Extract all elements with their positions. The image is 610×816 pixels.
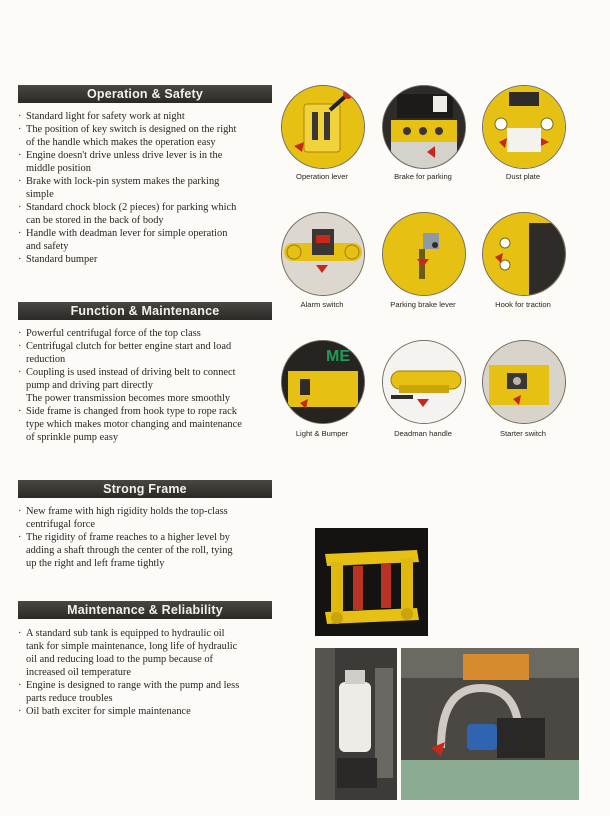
list-item: up the right and left frame tightly [26, 558, 165, 569]
strong-frame-list [18, 505, 280, 570]
list-item: · Coupling is used instead of driving belt to connect [18, 366, 280, 379]
list-item: · The position of key switch is designed on the right [18, 123, 280, 136]
list-item: tank for simple maintenance, long life of hydraulic [26, 641, 238, 652]
list-item: of the handle which makes the operation easy [26, 137, 216, 148]
caption-alarm-switch: Alarm switch [300, 300, 344, 309]
list-item: · Engine is designed to range with the pump and less [18, 679, 280, 692]
function-maintenance-list [18, 327, 280, 444]
caption-brake-for-parking: Brake for parking [394, 172, 452, 181]
list-item: · Powerful centrifugal force of the top class [18, 327, 280, 340]
caption-starter-switch: Starter switch [500, 429, 546, 438]
list-item: simple [26, 189, 54, 200]
section-title-function-maintenance: Function & Maintenance [18, 302, 272, 320]
section-title-maintenance-reliability: Maintenance & Reliability [18, 601, 272, 619]
engine-pump-photo [401, 648, 579, 800]
operation-safety-list [18, 110, 280, 266]
maintenance-reliability-list [18, 627, 280, 718]
list-item: can be stored in the back of body [26, 215, 164, 226]
list-item: increased oil temperature [26, 667, 132, 678]
list-item: parts reduce troubles [26, 693, 113, 704]
list-item: and safety [26, 241, 69, 252]
alarm-switch-photo [281, 212, 365, 296]
list-item: · The rigidity of frame reaches to a higher level by [18, 531, 280, 544]
sub-tank-photo [315, 648, 397, 800]
list-item: · New frame with high rigidity holds the top-class [18, 505, 280, 518]
list-item: · Standard light for safety work at night [18, 110, 280, 123]
list-item: · Standard chock block (2 pieces) for parking which [18, 201, 280, 214]
list-item: reduction [26, 354, 66, 365]
list-item: oil and reducing load to the pump because of [26, 654, 213, 665]
section-title-strong-frame: Strong Frame [18, 480, 272, 498]
list-item: pump and driving part directly [26, 380, 153, 391]
list-item: of sprinkle pump easy [26, 432, 119, 443]
list-item: type which makes motor changing and maintenance [26, 419, 242, 430]
operation-lever-photo [281, 85, 365, 169]
list-item: · A standard sub tank is equipped to hydraulic oil [18, 627, 280, 640]
dust-plate-photo [482, 85, 566, 169]
hook-for-traction-photo [482, 212, 566, 296]
deadman-handle-photo [382, 340, 466, 424]
caption-dust-plate: Dust plate [505, 172, 541, 181]
frame-photo [315, 528, 428, 636]
starter-switch-photo [482, 340, 566, 424]
list-item: · Side frame is changed from hook type to rope rack [18, 405, 280, 418]
caption-deadman-handle: Deadman handle [394, 429, 452, 438]
photo-brand-text: ME [326, 348, 350, 365]
list-item: · Centrifugal clutch for better engine start and load [18, 340, 280, 353]
section-title-operation-safety: Operation & Safety [18, 85, 272, 103]
list-item: The power transmission becomes more smoothly [26, 393, 231, 404]
parking-brake-photo [382, 85, 466, 169]
caption-parking-brake-lever: Parking brake lever [390, 300, 456, 309]
list-item: · Brake with lock-pin system makes the parking [18, 175, 280, 188]
list-item: · Standard bumper [18, 253, 280, 266]
caption-operation-lever: Operation lever [296, 172, 348, 181]
list-item: middle position [26, 163, 91, 174]
caption-hook-for-traction: Hook for traction [495, 300, 551, 309]
list-item: adding a shaft through the center of the roll, tying [26, 545, 233, 556]
parking-brake-lever-photo [382, 212, 466, 296]
list-item: · Oil bath exciter for simple maintenance [18, 705, 280, 718]
list-item: · Handle with deadman lever for simple operation [18, 227, 280, 240]
list-item: centrifugal force [26, 519, 95, 530]
light-bumper-photo [281, 340, 365, 424]
caption-light-bumper: Light & Bumper [295, 429, 349, 438]
list-item: · Engine doesn't drive unless drive lever is in the [18, 149, 280, 162]
